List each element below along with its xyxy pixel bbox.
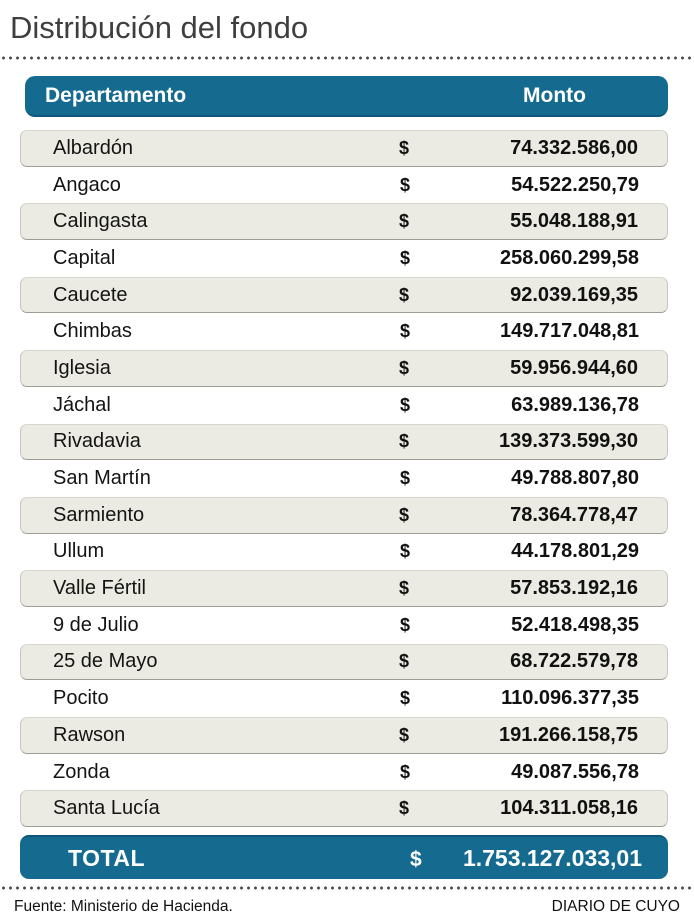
amount-group [399, 357, 638, 380]
department-name: 25 de Mayo [53, 650, 158, 673]
table-row [20, 717, 668, 754]
amount-group [400, 394, 639, 417]
source-text: Fuente: Ministerio de Hacienda. [14, 898, 233, 916]
department-name: San Martín [53, 467, 151, 490]
currency-symbol: $ [399, 798, 410, 819]
table-row [20, 203, 668, 240]
currency-symbol: $ [399, 504, 410, 525]
table-row [20, 754, 668, 791]
currency-symbol: $ [399, 211, 410, 232]
currency-symbol: $ [399, 578, 410, 599]
department-name: Rawson [53, 723, 126, 746]
page-title: Distribución del fondo [10, 10, 309, 45]
table-row [20, 680, 668, 717]
amount-value: 63.989.136,78 [511, 393, 639, 416]
department-name: Valle Fértil [53, 577, 146, 600]
amount-group [399, 210, 638, 233]
column-header-department: Departamento [45, 83, 187, 107]
amount-value: 52.418.498,35 [511, 613, 639, 636]
currency-symbol: $ [399, 651, 410, 672]
amount-value: 258.060.299,58 [499, 246, 639, 269]
amount-value: 59.956.944,60 [510, 356, 638, 379]
currency-symbol: $ [400, 541, 411, 562]
table-row [20, 534, 668, 571]
amount-group [400, 761, 639, 784]
amount-value: 55.048.188,91 [510, 210, 638, 233]
amount-value: 191.266.158,75 [498, 723, 638, 746]
amount-group [399, 650, 638, 673]
table-row [20, 167, 668, 204]
department-name: Caucete [53, 283, 128, 306]
department-name: Santa Lucía [53, 797, 160, 820]
amount-value: 139.373.599,30 [498, 430, 638, 453]
currency-symbol: $ [399, 431, 410, 452]
column-header-amount: Monto [523, 83, 586, 107]
amount-value: 104.311.058,16 [500, 797, 638, 820]
department-name: Capital [53, 246, 116, 269]
department-name: Iglesia [53, 356, 111, 379]
table-row [20, 130, 668, 167]
amount-group [399, 504, 638, 527]
currency-symbol: $ [399, 284, 410, 305]
dotted-divider-top [0, 56, 694, 60]
department-name: 9 de Julio [53, 613, 139, 636]
amount-value: 49.087.556,78 [511, 760, 639, 783]
amount-value: 92.039.169,35 [510, 283, 638, 306]
currency-symbol: $ [400, 761, 411, 782]
amount-group [399, 724, 638, 747]
amount-value: 110.096.377,35 [501, 687, 639, 710]
amount-group [400, 174, 639, 197]
amount-value: 57.853.192,16 [510, 577, 638, 600]
currency-symbol: $ [410, 847, 422, 871]
department-name: Sarmiento [53, 503, 145, 526]
department-name: Zonda [53, 760, 110, 783]
amount-group [400, 467, 639, 490]
table-row [20, 607, 668, 644]
department-name: Angaco [53, 173, 121, 196]
table-row [20, 497, 668, 534]
currency-symbol: $ [400, 614, 411, 635]
footer [14, 898, 680, 916]
amount-group [399, 430, 638, 453]
currency-symbol: $ [400, 321, 411, 342]
amount-group [399, 284, 638, 307]
table-row [20, 387, 668, 424]
currency-symbol: $ [400, 688, 411, 709]
table-row [20, 240, 668, 277]
amount-value: 54.522.250,79 [511, 173, 639, 196]
amount-group [400, 540, 639, 563]
currency-symbol: $ [400, 174, 411, 195]
amount-group [399, 797, 638, 820]
currency-symbol: $ [399, 724, 410, 745]
total-label: TOTAL [68, 844, 146, 871]
amount-value: 149.717.048,81 [499, 320, 639, 343]
currency-symbol: $ [399, 137, 410, 158]
currency-symbol: $ [400, 394, 411, 415]
table-row [20, 644, 668, 681]
table-row [20, 350, 668, 387]
amount-value: 49.788.807,80 [511, 467, 639, 490]
table-body [20, 130, 668, 827]
amount-group [399, 137, 638, 160]
amount-value: 44.178.801,29 [511, 540, 639, 563]
currency-symbol: $ [400, 468, 411, 489]
amount-group [400, 320, 639, 343]
table-header-row [25, 76, 668, 117]
currency-symbol: $ [400, 247, 411, 268]
fund-distribution-table [20, 76, 668, 879]
table-row [20, 460, 668, 497]
amount-group [399, 577, 638, 600]
amount-value: 68.722.579,78 [510, 650, 638, 673]
total-amount-group [410, 845, 642, 872]
department-name: Calingasta [53, 210, 148, 233]
department-name: Pocito [53, 687, 109, 710]
table-row [20, 790, 668, 827]
department-name: Ullum [53, 540, 105, 563]
amount-group [400, 614, 639, 637]
total-amount-value: 1.753.127.033,01 [462, 844, 642, 871]
total-row [20, 835, 668, 879]
department-name: Albardón [53, 136, 134, 159]
amount-group [400, 247, 639, 270]
amount-value: 74.332.586,00 [510, 136, 638, 159]
dotted-divider-bottom [0, 886, 694, 890]
department-name: Jáchal [53, 393, 111, 416]
table-row [20, 277, 668, 314]
currency-symbol: $ [399, 357, 410, 378]
table-row [20, 570, 668, 607]
table-row [20, 424, 668, 461]
table-row [20, 313, 668, 350]
credit-text: DIARIO DE CUYO [551, 898, 680, 916]
department-name: Rivadavia [53, 430, 141, 453]
department-name: Chimbas [53, 320, 132, 343]
amount-value: 78.364.778,47 [510, 503, 638, 526]
amount-group [400, 687, 639, 710]
